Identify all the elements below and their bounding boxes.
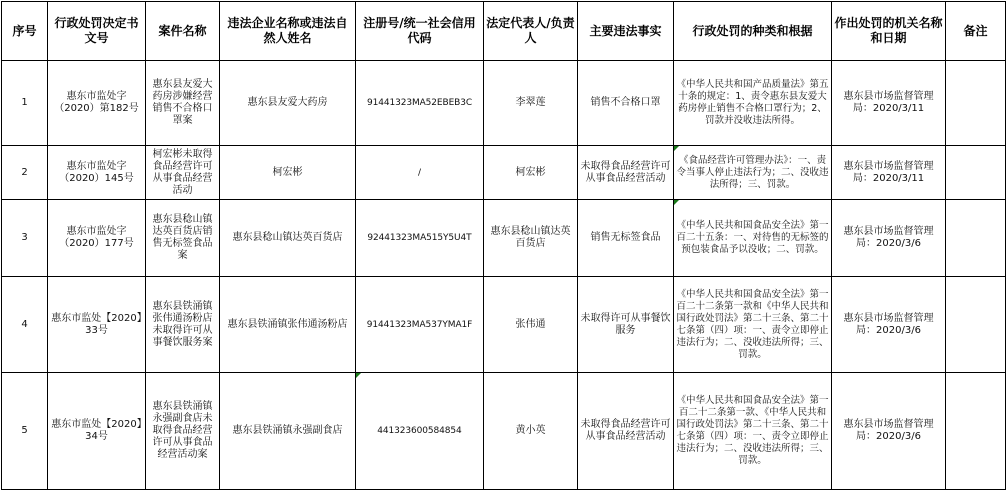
cell-basis: 《中华人民共和国食品安全法》第一百二十二条第一款和《中华人民共和国行政处罚法》第二十三条、第二十七条第（四）项：一、责令立即停止违法行为；二、没收违法所得；三、罚款。 [674, 277, 832, 373]
cell-reg-no: / [356, 146, 484, 200]
cell-party: 柯宏彬 [220, 146, 356, 200]
cell-doc-no: 惠东市监处字（2020）145号 [48, 146, 146, 200]
cell-facts: 销售不合格口罩 [578, 61, 674, 146]
cell-doc-no: 惠东市监处【2020】34号 [48, 373, 146, 490]
penalty-table [1, 1, 1006, 490]
cell-legal-rep: 张伟通 [484, 277, 578, 373]
cell-facts: 未取得食品经营许可从事食品经营活动 [578, 146, 674, 200]
cell-authority: 惠东县市场监督管理局：2020/3/11 [832, 146, 946, 200]
cell-seq: 1 [2, 61, 48, 146]
cell-authority: 惠东县市场监督管理局：2020/3/11 [832, 61, 946, 146]
cell-doc-no: 惠东市监处字（2020）第182号 [48, 61, 146, 146]
header-reg-no: 注册号/统一社会信用代码 [356, 2, 484, 61]
cell-legal-rep: 柯宏彬 [484, 146, 578, 200]
cell-remark [946, 146, 1006, 200]
cell-reg-no: 91441323MA52EBEB3C [356, 61, 484, 146]
cell-reg-no: 441323600584854 [356, 373, 484, 490]
header-party: 违法企业名称或违法自然人姓名 [220, 2, 356, 61]
cell-authority: 惠东县市场监督管理局：2020/3/6 [832, 277, 946, 373]
header-facts: 主要违法事实 [578, 2, 674, 61]
cell-facts: 未取得食品经营许可从事食品经营活动 [578, 373, 674, 490]
cell-party: 惠东县稔山镇达英百货店 [220, 200, 356, 277]
header-row [2, 2, 1006, 61]
cell-case-name: 惠东县铁涌镇张伟通汤粉店未取得许可从事餐饮服务案 [146, 277, 220, 373]
cell-remark [946, 373, 1006, 490]
cell-party: 惠东县铁涌镇张伟通汤粉店 [220, 277, 356, 373]
table-row [2, 373, 1006, 490]
cell-basis: 《中华人民共和国食品安全法》第一百二十二条第一款、《中华人民共和国行政处罚法》第二十三条、第二十七条第（四）项：一、责令立即停止违法行为；二、没收违法所得；三、罚款。 [674, 373, 832, 490]
cell-seq: 3 [2, 200, 48, 277]
header-doc-no: 行政处罚决定书文号 [48, 2, 146, 61]
cell-case-name: 惠东县铁涌镇永强副食店未取得食品经营许可从事食品经营活动案 [146, 373, 220, 490]
header-remark: 备注 [946, 2, 1006, 61]
cell-party: 惠东县铁涌镇永强副食店 [220, 373, 356, 490]
header-case-name: 案件名称 [146, 2, 220, 61]
cell-remark [946, 200, 1006, 277]
header-seq: 序号 [2, 2, 48, 61]
cell-basis: 《食品经营许可管理办法》：一、责令当事人停止违法行为；二、没收违法所得；三、罚款。 [674, 146, 832, 200]
cell-seq: 2 [2, 146, 48, 200]
table-row [2, 200, 1006, 277]
cell-facts: 未取得许可从事餐饮服务 [578, 277, 674, 373]
cell-reg-no: 92441323MA515Y5U4T [356, 200, 484, 277]
header-authority: 作出处罚的机关名称和日期 [832, 2, 946, 61]
table-row [2, 146, 1006, 200]
cell-basis: 《中华人民共和国产品质量法》第五十条的规定：1、责令惠东县友爱大药房停止销售不合格口罩行为；2、罚款并没收违法所得。 [674, 61, 832, 146]
header-legal-rep: 法定代表人/负责人 [484, 2, 578, 61]
cell-reg-no: 91441323MA537YMA1F [356, 277, 484, 373]
cell-authority: 惠东县市场监督管理局：2020/3/6 [832, 200, 946, 277]
header-basis: 行政处罚的种类和根据 [674, 2, 832, 61]
cell-case-name: 惠东县友爱大药房涉嫌经营销售不合格口罩案 [146, 61, 220, 146]
table-row [2, 61, 1006, 146]
cell-authority: 惠东县市场监督管理局：2020/3/6 [832, 373, 946, 490]
cell-seq: 4 [2, 277, 48, 373]
cell-case-name: 柯宏彬未取得食品经营许可从事食品经营活动 [146, 146, 220, 200]
cell-seq: 5 [2, 373, 48, 490]
cell-doc-no: 惠东市监处【2020】33号 [48, 277, 146, 373]
cell-legal-rep: 惠东县稔山镇达英百货店 [484, 200, 578, 277]
cell-remark [946, 277, 1006, 373]
cell-legal-rep: 黄小英 [484, 373, 578, 490]
cell-facts: 销售无标签食品 [578, 200, 674, 277]
cell-case-name: 惠东县稔山镇达英百货店销售无标签食品案 [146, 200, 220, 277]
cell-basis: 《中华人民共和国食品安全法》第一百二十五条：一、对待售的无标签的预包装食品予以没收；二、罚款。 [674, 200, 832, 277]
cell-party: 惠东县友爱大药房 [220, 61, 356, 146]
table-row [2, 277, 1006, 373]
cell-legal-rep: 李翠莲 [484, 61, 578, 146]
cell-doc-no: 惠东市监处字（2020）177号 [48, 200, 146, 277]
cell-remark [946, 61, 1006, 146]
